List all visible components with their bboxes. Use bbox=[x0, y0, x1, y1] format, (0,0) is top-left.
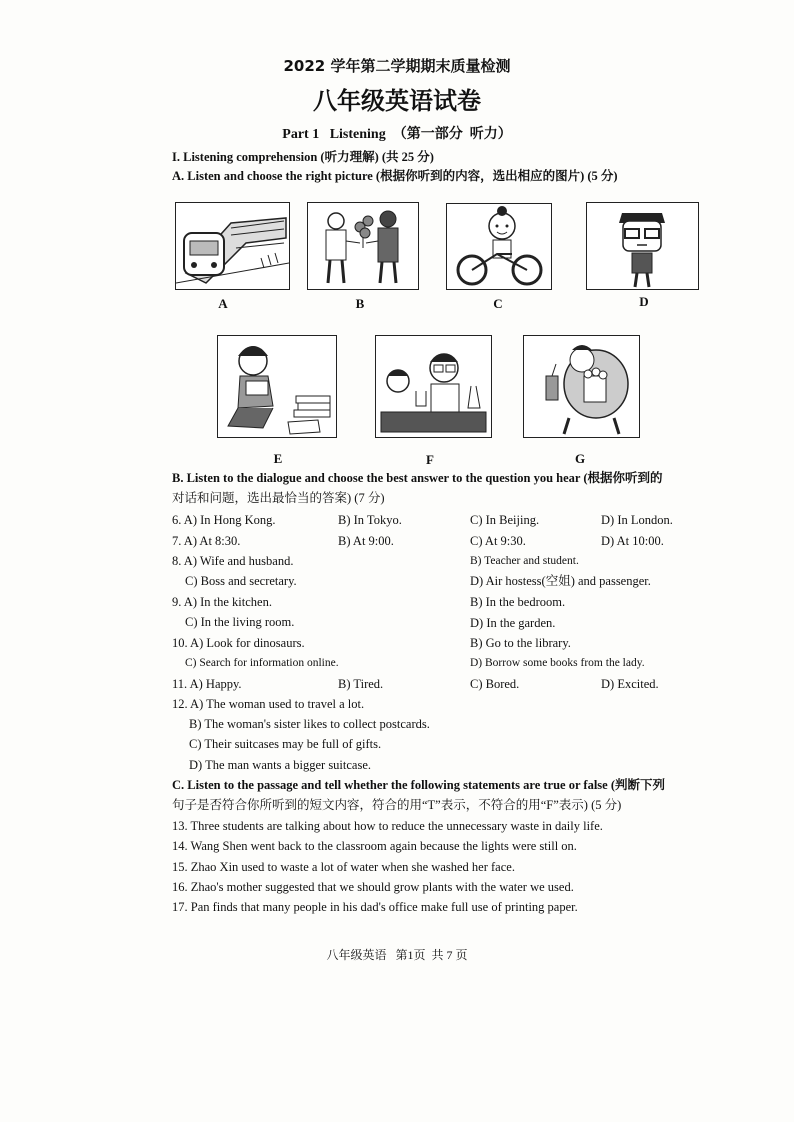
picture-c[interactable] bbox=[446, 203, 552, 290]
picture-b-label: B bbox=[355, 296, 365, 311]
statement-13: 13. Three students are talking about how to reduce the unnecessary waste in daily life. bbox=[172, 819, 603, 833]
q6-option-c: C) In Beijing. bbox=[470, 513, 540, 527]
q11-option-b: B) Tired. bbox=[338, 677, 384, 691]
picture-a[interactable] bbox=[175, 202, 290, 290]
section-b-instruction-line2: 对话和问题，选出最恰当的答案) (7 分) bbox=[172, 491, 385, 505]
statement-14: 14. Wang Shen went back to the classroom again because the lights were still on. bbox=[172, 839, 577, 853]
q8-option-a: 8. A) Wife and husband. bbox=[172, 554, 294, 568]
science-experiment-icon bbox=[376, 336, 491, 437]
q9-option-b: B) In the bedroom. bbox=[470, 595, 566, 609]
q9-option-c: C) In the living room. bbox=[185, 615, 295, 629]
train-icon bbox=[176, 203, 289, 289]
picture-d-label: D bbox=[639, 294, 649, 309]
bicycle-girl-icon bbox=[447, 204, 551, 289]
q7-option-b: B) At 9:00. bbox=[338, 534, 394, 548]
q9-option-a: 9. A) In the kitchen. bbox=[172, 595, 272, 609]
q10-option-b: B) Go to the library. bbox=[470, 636, 571, 650]
glasses-boy-icon bbox=[587, 203, 698, 289]
section-title: I. Listening comprehension (听力理解) (共 25 分) bbox=[172, 150, 434, 164]
q12-option-b: B) The woman's sister likes to collect postcards. bbox=[189, 717, 430, 731]
picture-b[interactable] bbox=[307, 202, 419, 290]
q11-option-a: 11. A) Happy. bbox=[172, 677, 242, 691]
q6-option-a: 6. A) In Hong Kong. bbox=[172, 513, 276, 527]
q10-option-d: D) Borrow some books from the lady. bbox=[470, 657, 645, 669]
picture-f[interactable] bbox=[375, 335, 492, 438]
picture-e[interactable] bbox=[217, 335, 337, 438]
q11-option-c: C) Bored. bbox=[470, 677, 520, 691]
flower-gift-icon bbox=[308, 203, 418, 289]
q8-option-b: B) Teacher and student. bbox=[470, 555, 579, 567]
picture-g[interactable] bbox=[523, 335, 640, 438]
picture-d[interactable] bbox=[586, 202, 699, 290]
q10-option-c: C) Search for information online. bbox=[185, 657, 339, 669]
picture-f-label: F bbox=[426, 452, 434, 467]
q6-option-d: D) In London. bbox=[601, 513, 673, 527]
q6-option-b: B) In Tokyo. bbox=[338, 513, 402, 527]
picture-c-label: C bbox=[493, 296, 503, 311]
statement-17: 17. Pan finds that many people in his dad's office make full use of printing paper. bbox=[172, 900, 578, 914]
q12-option-a: 12. A) The woman used to travel a lot. bbox=[172, 697, 365, 711]
q12-option-c: C) Their suitcases may be full of gifts. bbox=[189, 737, 382, 751]
paper-title: 八年级英语试卷 bbox=[313, 87, 481, 115]
reading-girl-icon bbox=[218, 336, 336, 437]
section-c-instruction-line1: C. Listen to the passage and tell whether the following statements are true or false (判断下列 bbox=[172, 778, 666, 792]
section-c-instruction-line2: 句子是否符合你所听到的短文内容，符合的用“T”表示，不符合的用“F”表示) (5 分) bbox=[172, 798, 622, 812]
statement-16: 16. Zhao's mother suggested that we should grow plants with the water we used. bbox=[172, 880, 574, 894]
q12-option-d: D) The man wants a bigger suitcase. bbox=[189, 758, 372, 772]
q7-option-c: C) At 9:30. bbox=[470, 534, 526, 548]
picture-g-label: G bbox=[574, 451, 586, 466]
part-title: Part 1 Listening （第一部分 听力） bbox=[282, 127, 512, 142]
section-b-instruction-line1: B. Listen to the dialogue and choose the best answer to the question you hear (根据你听到的 bbox=[172, 471, 663, 485]
page-footer: 八年级英语 第1页 共 7 页 bbox=[326, 948, 468, 962]
q8-option-d: D) Air hostess(空姐) and passenger. bbox=[470, 574, 651, 588]
statement-15: 15. Zhao Xin used to waste a lot of water when she washed her face. bbox=[172, 860, 515, 874]
picture-e-label: E bbox=[273, 451, 283, 466]
section-a-instruction: A. Listen and choose the right picture (根据你听到的内容，选出相应的图片) (5 分) bbox=[172, 169, 618, 183]
q7-option-a: 7. A) At 8:30. bbox=[172, 534, 241, 548]
q11-option-d: D) Excited. bbox=[601, 677, 659, 691]
q8-option-c: C) Boss and secretary. bbox=[185, 574, 297, 588]
popcorn-man-icon bbox=[524, 336, 639, 437]
picture-a-label: A bbox=[218, 296, 228, 311]
q10-option-a: 10. A) Look for dinosaurs. bbox=[172, 636, 305, 650]
q9-option-d: D) In the garden. bbox=[470, 616, 556, 630]
q7-option-d: D) At 10:00. bbox=[601, 534, 664, 548]
exam-title: 2022 学年第二学期期末质量检测 bbox=[283, 57, 511, 75]
